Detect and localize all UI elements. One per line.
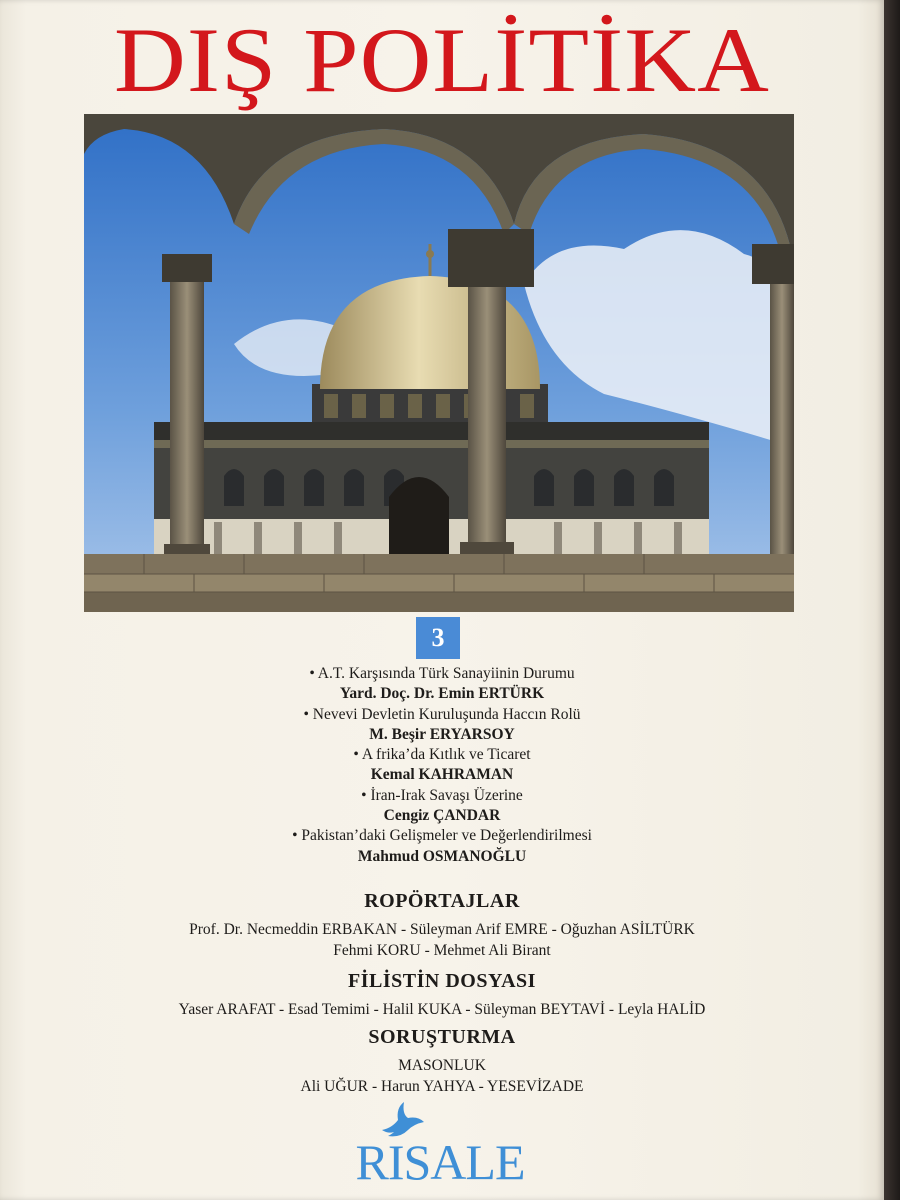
interviews-names-line2: Fehmi KORU - Mehmet Ali Birant [333, 941, 551, 959]
palestine-names: Yaser ARAFAT - Esad Temimi - Halil KUKA - Süleyman BEYTAVİ - Leyla HALİD [178, 1001, 706, 1018]
article-title: • A frika’da Kıtlık ve Ticaret [353, 746, 531, 764]
inquiry-topic: MASONLUK [398, 1057, 486, 1074]
article-author: M. Beşir ERYARSOY [369, 725, 515, 743]
publisher-logo-text: RISALE [355, 1134, 525, 1190]
issue-number-badge: 3 [416, 617, 460, 659]
dome-of-the-rock-photo [84, 114, 794, 612]
book-spine-edge [884, 0, 900, 1200]
inquiry-names: Ali UĞUR - Harun YAHYA - YESEVİZADE [300, 1077, 584, 1095]
palestine-section [0, 968, 884, 1021]
interviews-names-line1: Prof. Dr. Necmeddin ERBAKAN - Süleyman Arif EMRE - Oğuzhan ASİLTÜRK [189, 921, 695, 938]
article-title: • A.T. Karşısında Türk Sanayiinin Durumu [309, 665, 575, 682]
article-title: • İran-Irak Savaşı Üzerine [361, 786, 523, 804]
table-of-contents [0, 664, 884, 867]
section-title-interviews: ROPÖRTAJLAR [364, 890, 520, 912]
publisher-logo [340, 1100, 540, 1196]
article-author: Mahmud OSMANOĞLU [357, 847, 527, 865]
inquiry-section [0, 1024, 884, 1097]
section-title-palestine: FİLİSTİN DOSYASI [348, 970, 536, 992]
article-author: Kemal KAHRAMAN [370, 766, 514, 784]
section-title-inquiry: SORUŞTURMA [368, 1026, 516, 1048]
article-title: • Pakistan’daki Gelişmeler ve Değerlendirilmesi [292, 827, 592, 845]
article-author: Yard. Doç. Dr. Emin ERTÜRK [339, 685, 545, 703]
masthead-title: DIŞ POLİTİKA [114, 9, 770, 111]
article-title: • Nevevi Devletin Kuruluşunda Haccın Rolü [303, 705, 581, 723]
interviews-section [0, 888, 884, 961]
article-author: Cengiz ÇANDAR [383, 807, 501, 825]
photo-illustration [84, 114, 794, 612]
